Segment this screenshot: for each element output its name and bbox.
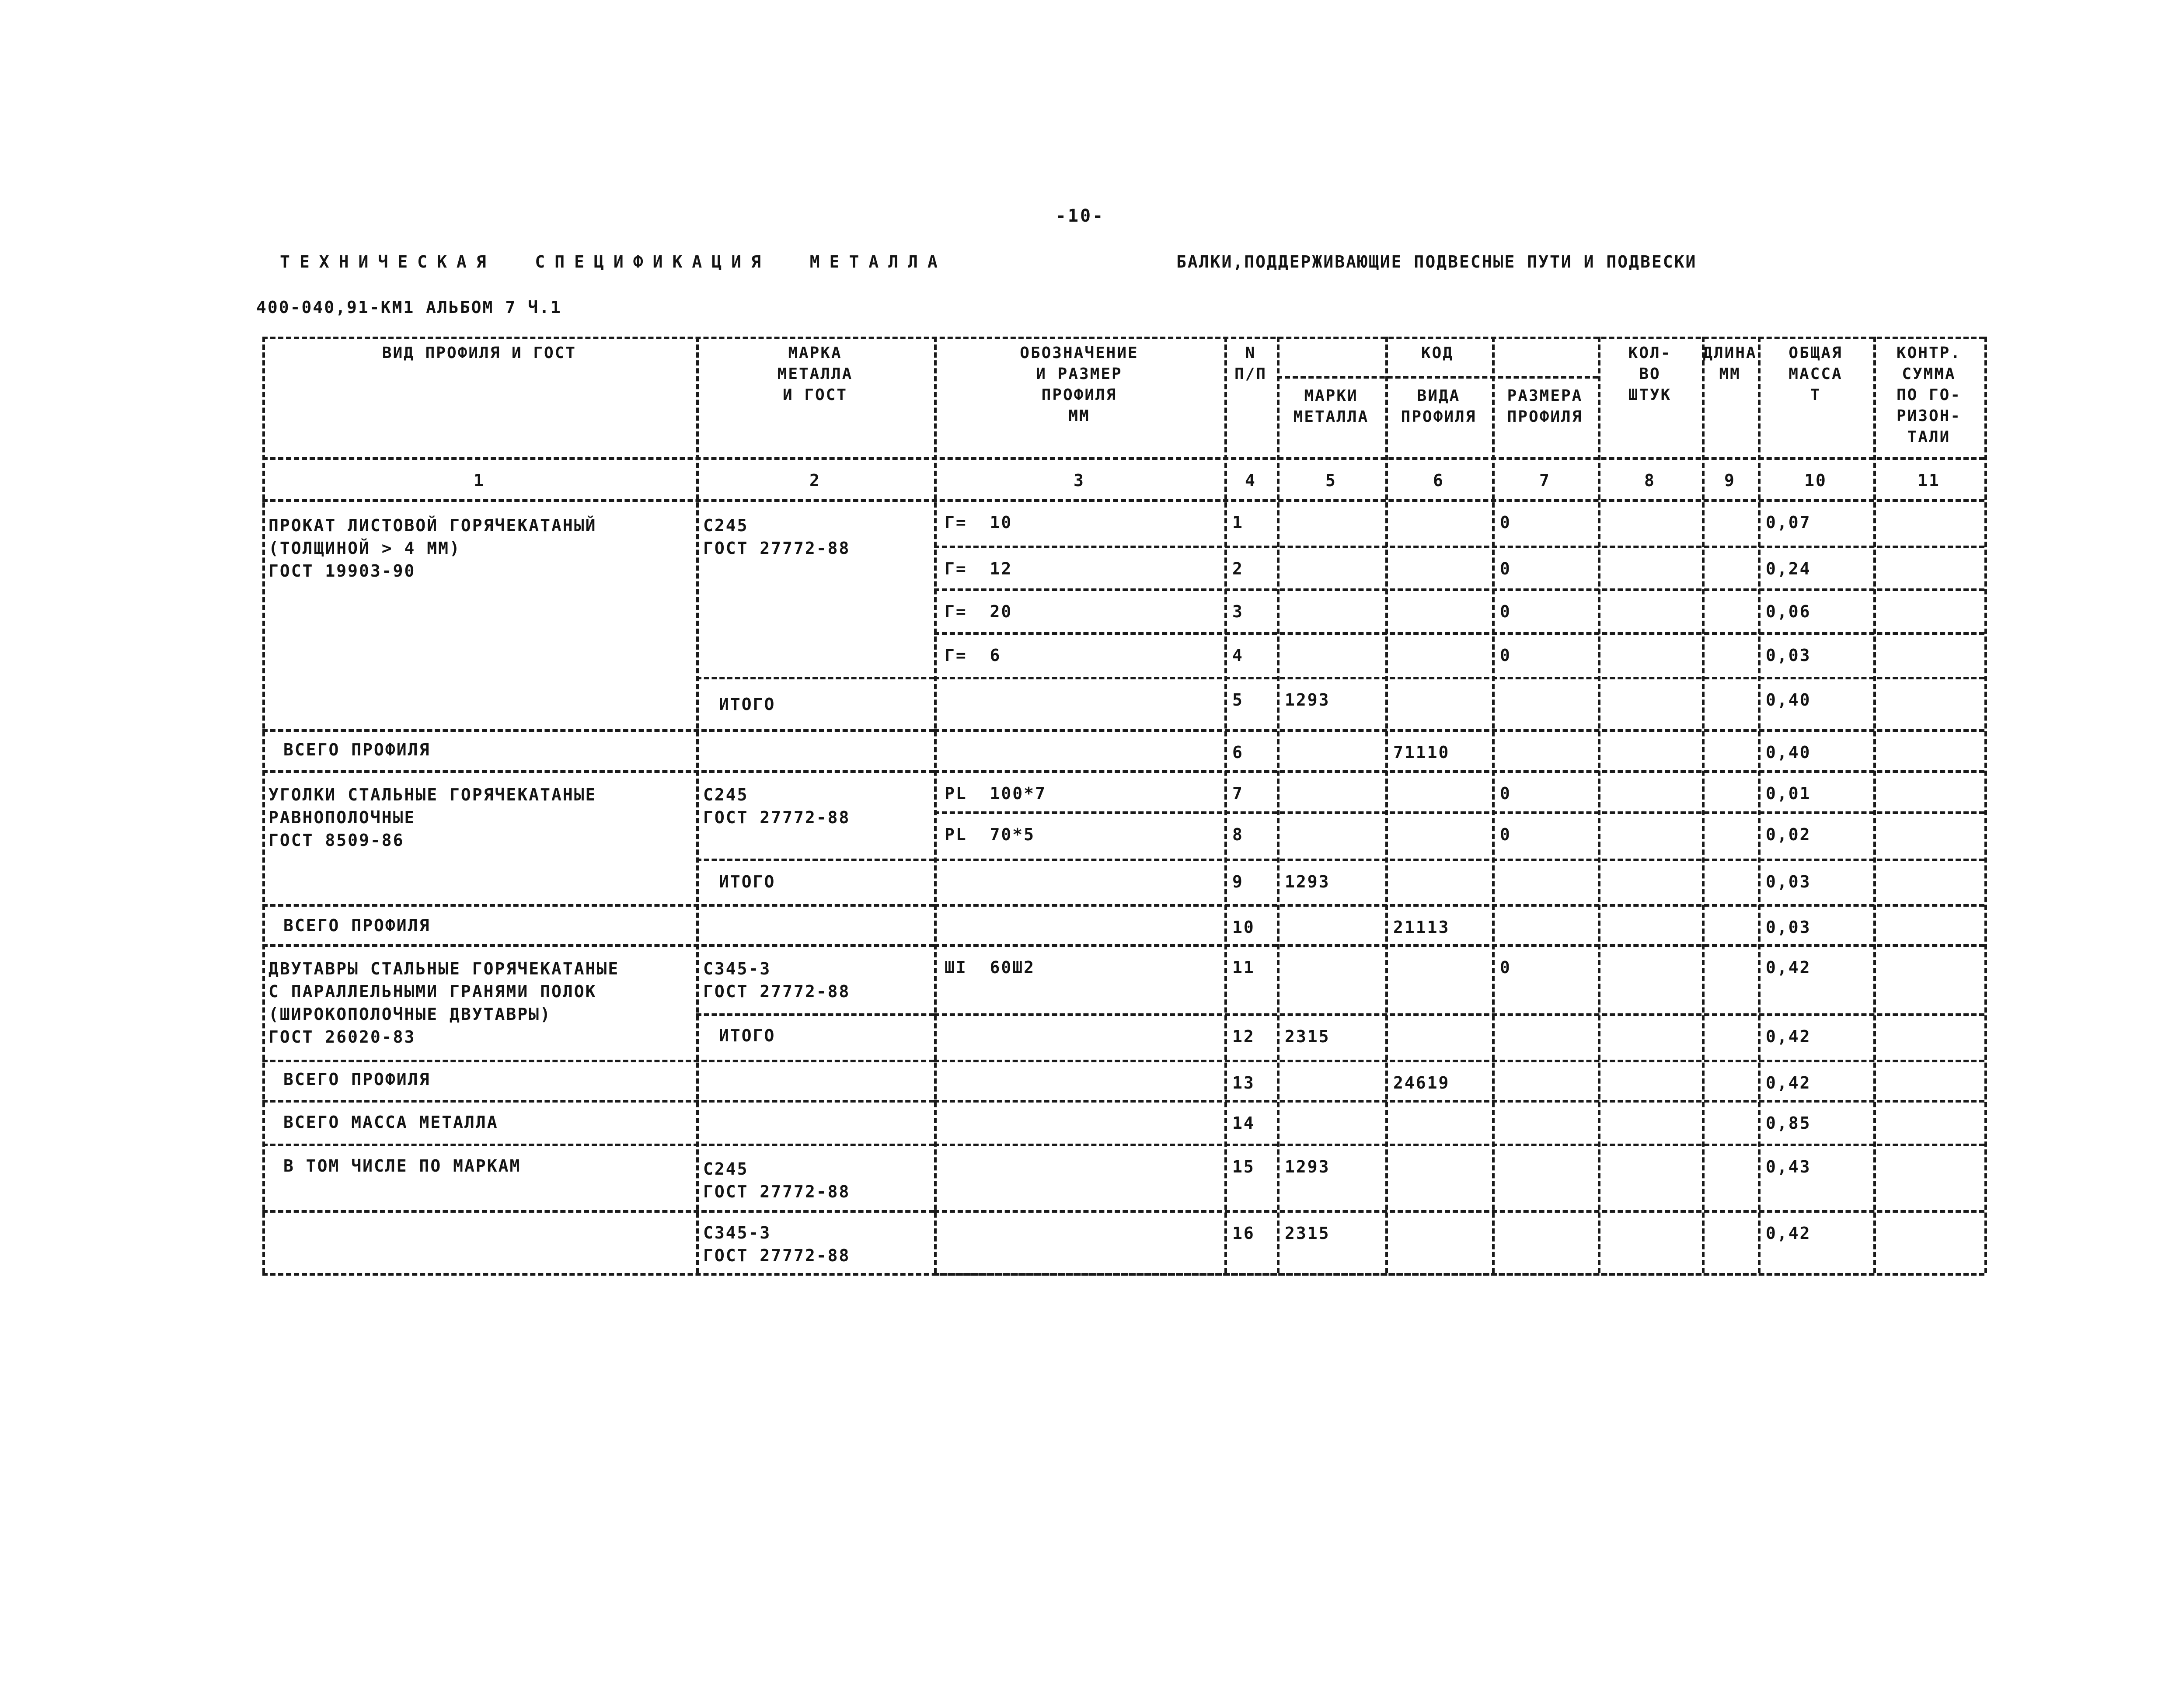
row-mass: 0,42: [1766, 958, 1811, 977]
column-number: 4: [1245, 471, 1256, 490]
row-mass: 0,01: [1766, 784, 1811, 803]
row-number: 14: [1232, 1113, 1255, 1133]
page-number: -10-: [1055, 206, 1105, 226]
ibeam-total-label: ИТОГО: [719, 1026, 776, 1045]
row-mass: 0,42: [1766, 1224, 1811, 1243]
by-grade-label: В ТОМ ЧИСЛЕ ПО МАРКАМ: [283, 1156, 521, 1176]
row-mass: 0,43: [1766, 1157, 1811, 1176]
row-number: 6: [1232, 743, 1244, 762]
by-grade-1: С245 ГОСТ 27772-88: [703, 1159, 851, 1201]
row-separator: [934, 1210, 1984, 1213]
document-title: ТЕХНИЧЕСКАЯ СПЕЦИФИКАЦИЯ МЕТАЛЛА: [280, 252, 947, 271]
row-mass: 0,03: [1766, 872, 1811, 891]
group-separator: [262, 1144, 934, 1146]
column-number: 11: [1918, 471, 1940, 490]
row-code-type: 21113: [1393, 918, 1450, 937]
column-number: 9: [1724, 471, 1736, 490]
row-code-size: 0: [1500, 513, 1511, 532]
code-subheader-line: [1277, 376, 1598, 379]
row-code-grade: 2315: [1285, 1027, 1330, 1046]
header-quantity: КОЛ- ВО ШТУК: [1628, 344, 1672, 404]
grade-separator: [696, 677, 934, 679]
header-mass: ОБЩАЯ МАССА Т: [1789, 344, 1843, 404]
row-separator: [934, 546, 1984, 548]
document-code: 400-040,91-КМ1 АЛЬБОМ 7 Ч.1: [256, 298, 562, 317]
column-number: 8: [1644, 471, 1656, 490]
row-code-grade: 1293: [1285, 872, 1330, 891]
row-number: 12: [1232, 1027, 1255, 1046]
row-separator: [934, 1273, 1984, 1276]
row-separator: [934, 1060, 1984, 1062]
group-sheet-profile: ПРОКАТ ЛИСТОВОЙ ГОРЯЧЕКАТАНЫЙ (ТОЛЩИНОЙ > 4 ММ) ГОСТ 19903-90: [268, 516, 597, 581]
ibeam-profile-total: ВСЕГО ПРОФИЛЯ: [283, 1070, 431, 1089]
column-line: [1984, 337, 1987, 1273]
row-number: 1: [1232, 513, 1244, 532]
group-separator: [262, 944, 934, 947]
group-separator: [262, 1100, 934, 1103]
row-mass: 0,42: [1766, 1073, 1811, 1092]
row-designation: PL 100*7: [945, 784, 1046, 803]
header-bottom-line: [262, 457, 1984, 460]
header-profile: ВИД ПРОФИЛЯ И ГОСТ: [382, 344, 577, 362]
group-separator: [262, 1210, 934, 1213]
row-mass: 0,02: [1766, 825, 1811, 844]
column-number: 6: [1433, 471, 1444, 490]
row-mass: 0,06: [1766, 602, 1811, 621]
column-number: 5: [1325, 471, 1337, 490]
row-mass: 0,40: [1766, 690, 1811, 710]
row-code-grade: 1293: [1285, 1157, 1330, 1176]
row-number: 10: [1232, 918, 1255, 937]
row-number: 16: [1232, 1224, 1255, 1243]
header-code-type: ВИДА ПРОФИЛЯ: [1401, 387, 1477, 426]
header-number: N П/П: [1234, 344, 1267, 383]
row-number: 4: [1232, 646, 1244, 665]
row-designation: Г= 12: [945, 559, 1013, 578]
sheet-total-label: ИТОГО: [719, 695, 776, 714]
row-mass: 0,03: [1766, 646, 1811, 665]
row-code-size: 0: [1500, 559, 1511, 578]
row-mass: 0,42: [1766, 1027, 1811, 1046]
row-designation: Г= 20: [945, 602, 1013, 621]
header-checksum: КОНТР. СУММА ПО ГО- РИЗОН- ТАЛИ: [1896, 344, 1962, 446]
row-code-grade: 2315: [1285, 1224, 1330, 1243]
column-number: 7: [1539, 471, 1551, 490]
row-designation: PL 70*5: [945, 825, 1035, 844]
row-designation: Г= 6: [945, 646, 1001, 665]
row-mass: 0,85: [1766, 1113, 1811, 1133]
column-number: 1: [474, 471, 485, 490]
row-separator: [934, 811, 1984, 814]
angle-total-label: ИТОГО: [719, 872, 776, 891]
grade-separator: [696, 859, 934, 861]
row-mass: 0,40: [1766, 743, 1811, 762]
row-mass: 0,07: [1766, 513, 1811, 532]
row-separator: [934, 944, 1984, 947]
column-number: 10: [1804, 471, 1827, 490]
row-number: 7: [1232, 784, 1244, 803]
header-code-size: РАЗМЕРА ПРОФИЛЯ: [1507, 387, 1583, 426]
header-length: ДЛИНА ММ: [1703, 344, 1757, 383]
row-separator: [934, 1100, 1984, 1103]
row-code-size: 0: [1500, 602, 1511, 621]
row-separator: [934, 1144, 1984, 1146]
group-angle-profile: УГОЛКИ СТАЛЬНЫЕ ГОРЯЧЕКАТАНЫЕ РАВНОПОЛОЧНЫЕ ГОСТ 8509-86: [268, 785, 597, 850]
document-subtitle: БАЛКИ,ПОДДЕРЖИВАЮЩИЕ ПОДВЕСНЫЕ ПУТИ И ПОДВЕСКИ: [1176, 252, 1697, 271]
row-number: 11: [1232, 958, 1255, 977]
row-number: 5: [1232, 690, 1244, 710]
row-mass: 0,03: [1766, 918, 1811, 937]
column-number: 3: [1074, 471, 1085, 490]
column-number: 2: [809, 471, 821, 490]
row-code-size: 0: [1500, 958, 1511, 977]
row-number: 2: [1232, 559, 1244, 578]
row-separator: [934, 632, 1984, 635]
row-code-size: 0: [1500, 646, 1511, 665]
row-code-size: 0: [1500, 825, 1511, 844]
grade-separator: [696, 1013, 934, 1016]
group-ibeam-grade: С345-3 ГОСТ 27772-88: [703, 959, 851, 1001]
header-designation: ОБОЗНАЧЕНИЕ И РАЗМЕР ПРОФИЛЯ ММ: [1020, 344, 1139, 425]
column-number-bottom-line: [262, 499, 1984, 502]
header-code-grade: МАРКИ МЕТАЛЛА: [1293, 387, 1369, 426]
row-code-grade: 1293: [1285, 690, 1330, 710]
row-separator: [934, 588, 1984, 591]
group-ibeam-profile: ДВУТАВРЫ СТАЛЬНЫЕ ГОРЯЧЕКАТАНЫЕ С ПАРАЛЛЕЛЬНЫМИ ГРАНЯМИ ПОЛОК (ШИРОКОПОЛОЧНЫЕ ДВУТАВРЫ) ГОСТ 26020-83: [268, 959, 620, 1047]
row-number: 3: [1232, 602, 1244, 621]
row-code-type: 71110: [1393, 743, 1450, 762]
angle-profile-total: ВСЕГО ПРОФИЛЯ: [283, 916, 431, 935]
row-separator: [934, 770, 1984, 773]
row-designation: Г= 10: [945, 513, 1013, 532]
row-separator: [934, 904, 1984, 907]
by-grade-2: С345-3 ГОСТ 27772-88: [703, 1223, 851, 1265]
row-separator: [934, 729, 1984, 732]
row-number: 13: [1232, 1073, 1255, 1092]
header-code: КОД: [1421, 344, 1454, 362]
group-separator: [262, 1060, 934, 1062]
group-separator: [262, 904, 934, 907]
row-code-type: 24619: [1393, 1073, 1450, 1092]
row-number: 8: [1232, 825, 1244, 844]
group-sheet-grade: С245 ГОСТ 27772-88: [703, 516, 851, 558]
row-mass: 0,24: [1766, 559, 1811, 578]
row-designation: ШI 60Ш2: [945, 958, 1035, 977]
header-grade: МАРКА МЕТАЛЛА И ГОСТ: [777, 344, 853, 404]
group-separator: [262, 770, 934, 773]
group-separator: [262, 729, 934, 732]
row-separator: [934, 859, 1984, 861]
group-angle-grade: С245 ГОСТ 27772-88: [703, 785, 851, 827]
metal-total: ВСЕГО МАССА МЕТАЛЛА: [283, 1113, 499, 1132]
row-separator: [934, 677, 1984, 679]
table-top-border: [262, 337, 1984, 339]
row-separator: [934, 1013, 1984, 1016]
row-number: 9: [1232, 872, 1244, 891]
sheet-profile-total: ВСЕГО ПРОФИЛЯ: [283, 740, 431, 759]
row-code-size: 0: [1500, 784, 1511, 803]
row-number: 15: [1232, 1157, 1255, 1176]
